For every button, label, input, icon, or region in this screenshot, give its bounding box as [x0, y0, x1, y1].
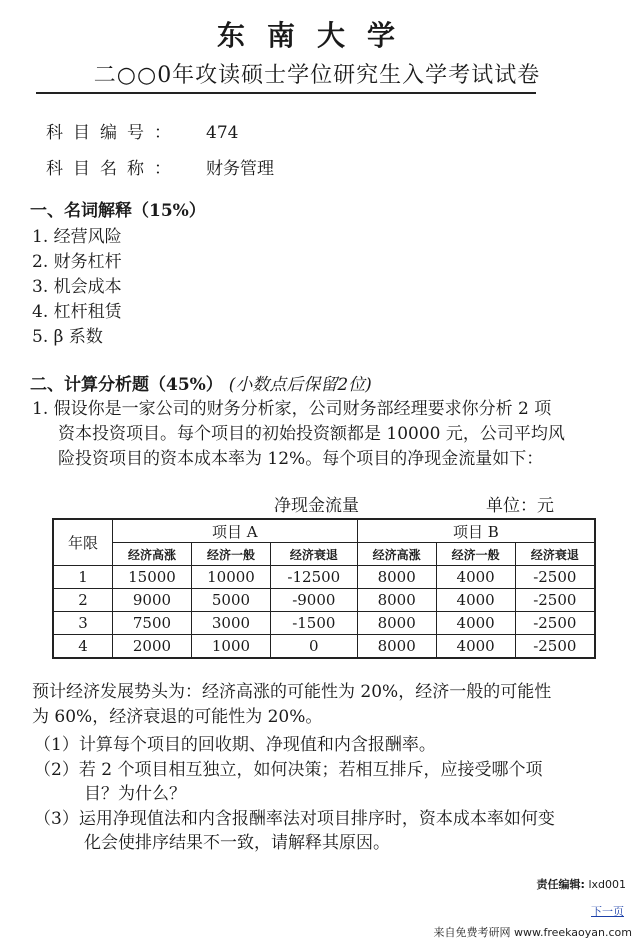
- table-cell: 0: [270, 635, 357, 659]
- subject-code-row: [46, 118, 238, 143]
- next-page-link[interactable]: 下一页: [591, 905, 624, 918]
- table-caption: 净现金流量: [274, 496, 359, 516]
- scenario-header: 经济一般: [191, 543, 270, 566]
- table-cell: -9000: [270, 589, 357, 612]
- source-watermark: 来自免费考研网 www.freekaoyan.com: [433, 926, 632, 939]
- term-item: 5. β 系数: [32, 327, 103, 347]
- table-cell: 4000: [436, 566, 515, 589]
- scenario-header: 经济衰退: [270, 543, 357, 566]
- scenario-header: 经济高涨: [357, 543, 436, 566]
- sub-question: （3）运用净现值法和内含报酬率法对项目排序时，资本成本率如何变: [34, 809, 555, 829]
- year-header: 年限: [53, 519, 113, 566]
- subject-name-row: [46, 154, 274, 179]
- section2-heading-row: [30, 370, 372, 395]
- subject-code-label: 科目编号：: [46, 123, 181, 143]
- handwritten-note: (小数点后保留2位): [228, 375, 372, 395]
- table-row: [53, 635, 595, 659]
- project-b-header: 项目 B: [357, 519, 595, 543]
- question1-line: 资本投资项目。每个项目的初始投资额都是 10000 元，公司平均风: [58, 424, 565, 444]
- table-row: [53, 612, 595, 635]
- table-cell: 1000: [191, 635, 270, 659]
- table-cell: 8000: [357, 589, 436, 612]
- question1-line: 1. 假设你是一家公司的财务分析家，公司财务部经理要求你分析 2 项: [32, 399, 552, 419]
- table-cell: 3000: [191, 612, 270, 635]
- table-cell: 4000: [436, 612, 515, 635]
- forecast-line: 预计经济发展势头为：经济高涨的可能性为 20%，经济一般的可能性: [32, 682, 552, 702]
- table-row: [53, 566, 595, 589]
- table-cell: 10000: [191, 566, 270, 589]
- table-cell: 5000: [191, 589, 270, 612]
- table-cell: -2500: [515, 566, 595, 589]
- table-cell: 1: [53, 566, 113, 589]
- table-cell: 4: [53, 635, 113, 659]
- section2-heading: 二、计算分析题（45%）: [30, 375, 223, 395]
- subject-name-value: 财务管理: [206, 159, 274, 179]
- table-cell: -2500: [515, 589, 595, 612]
- table-cell: 3: [53, 612, 113, 635]
- sub-question: 目？为什么？: [84, 784, 186, 804]
- sub-question: （1）计算每个项目的回收期、净现值和内含报酬率。: [34, 735, 436, 755]
- table-cell: -2500: [515, 612, 595, 635]
- sub-question: （2）若 2 个项目相互独立，如何决策；若相互排斥，应接受哪个项: [34, 760, 543, 780]
- cash-flow-table: [52, 518, 596, 659]
- table-cell: 15000: [113, 566, 192, 589]
- subtitle-underline: [36, 92, 536, 94]
- exam-school-title: 东南大学: [216, 19, 417, 52]
- table-cell: 2000: [113, 635, 192, 659]
- table-cell: -2500: [515, 635, 595, 659]
- table-cell: 8000: [357, 635, 436, 659]
- table-cell: -1500: [270, 612, 357, 635]
- forecast-line: 为 60%，经济衰退的可能性为 20%。: [32, 707, 323, 727]
- table-cell: 4000: [436, 635, 515, 659]
- table-cell: 8000: [357, 612, 436, 635]
- section1-heading: 一、名词解释（15%）: [30, 201, 206, 221]
- table-row: [53, 589, 595, 612]
- project-a-header: 项目 A: [113, 519, 358, 543]
- scenario-header: 经济高涨: [113, 543, 192, 566]
- table-cell: 7500: [113, 612, 192, 635]
- table-cell: 9000: [113, 589, 192, 612]
- table-header-row: [53, 519, 595, 543]
- subject-name-label: 科目名称：: [46, 159, 181, 179]
- table-cell: 8000: [357, 566, 436, 589]
- editor-credit: [537, 876, 626, 892]
- term-item: 3. 机会成本: [32, 277, 122, 297]
- table-cell: 4000: [436, 589, 515, 612]
- term-item: 4. 杠杆租赁: [32, 302, 122, 322]
- term-item: 2. 财务杠杆: [32, 252, 122, 272]
- sub-question: 化会使排序结果不一致，请解释其原因。: [84, 833, 390, 853]
- scenario-header-row: [53, 543, 595, 566]
- table-cell: -12500: [270, 566, 357, 589]
- editor-label: 责任编辑:: [536, 878, 585, 891]
- editor-value: lxd001: [588, 878, 626, 891]
- scenario-header: 经济一般: [436, 543, 515, 566]
- term-item: 1. 经营风险: [32, 227, 122, 247]
- table-unit: 单位：元: [486, 496, 554, 516]
- scenario-header: 经济衰退: [515, 543, 595, 566]
- question1-line: 险投资项目的资本成本率为 12%。每个项目的净现金流量如下：: [58, 449, 544, 469]
- exam-paper-subtitle: 二○○0年攻读硕士学位研究生入学考试试卷: [93, 63, 541, 88]
- table-cell: 2: [53, 589, 113, 612]
- subject-code-value: 474: [206, 123, 239, 143]
